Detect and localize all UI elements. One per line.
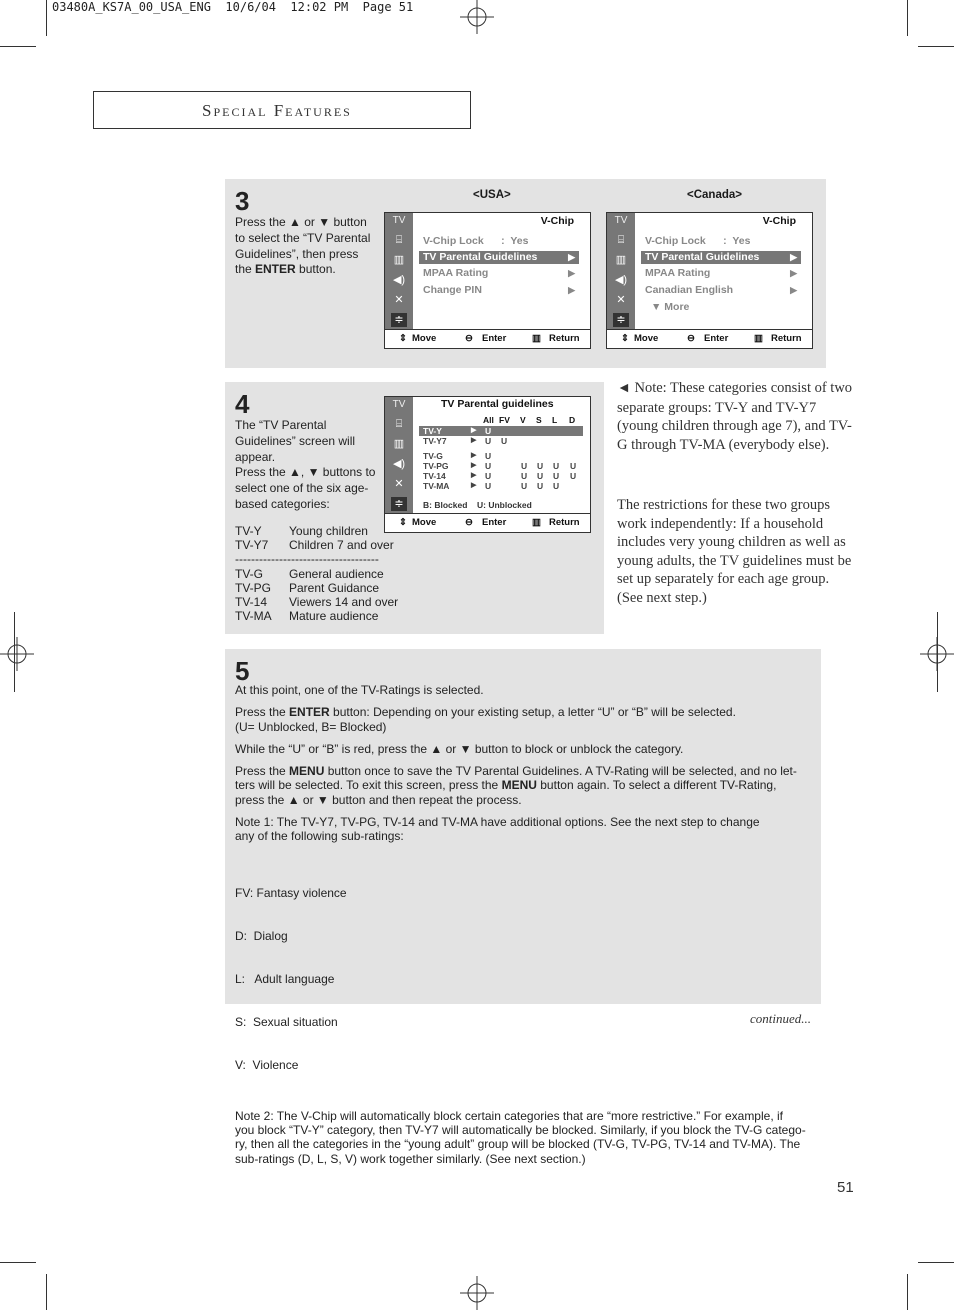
return-icon: ▥ bbox=[754, 333, 763, 344]
crop-mark bbox=[0, 1262, 36, 1263]
rating-name: TV-Y7 bbox=[423, 436, 447, 446]
setup-icon: ≑ bbox=[391, 497, 407, 511]
rating-cell[interactable]: U bbox=[521, 461, 528, 471]
rating-name: TV-Y bbox=[423, 426, 442, 436]
rating-cell[interactable]: U bbox=[537, 461, 544, 471]
osd-footer bbox=[607, 329, 812, 348]
legend-unblocked: U: Unblocked bbox=[477, 500, 532, 510]
osd-title: V-Chip bbox=[762, 215, 796, 227]
arrow-right-icon: ▶ bbox=[568, 285, 575, 295]
rating-cell[interactable]: U bbox=[485, 436, 492, 446]
arrow-right-icon: ▶ bbox=[471, 452, 477, 459]
step5-number: 5 bbox=[235, 656, 250, 686]
rating-item: TV-PG Parent Guidance bbox=[235, 580, 380, 595]
step4-number: 4 bbox=[235, 389, 250, 419]
rating-cell[interactable]: U bbox=[521, 471, 528, 481]
step5-body: At this point, one of the TV-Ratings is selected. Press the ENTER button: Depending on your existing setup, a letter “U” or “B” will be selected. (U= Unblocked, B= Blocked) While the “U” or “B” is red, press the ▲ or ▼ button to block or unblock the category. Press the MENU button once to save the TV Parental Guidelines. A TV-Rating will be selected, and no let- ters will be selected. To exit this screen, press the MENU button again. To select a different TV-Rating, press the ▲ or ▼ button and then repeat the process. Note 1: The TV-Y7, TV-PG, TV-14 and TV-MA have additional options. See the next step to change any of the following sub-ratings: FV: Fantasy violence D: Dialog L: Adult language S: Sexual situation V: Violence Note 2: The V-Chip will automatically block certain categories that are “more restrictive.” For example, if you block “TV-Y” category, then TV-Y7 will automatically be blocked. Similarly, if you block the TV-G catego- ry, then all the categories in the “young adult” group will be blocked (TV-G, TV-PG, TV-14 and TV-MA). The sub-ratings (D, L, S, V) work together similarly. (See next section.) bbox=[235, 683, 815, 1166]
rating-name: TV-G bbox=[423, 451, 443, 461]
continued-note: continued... bbox=[750, 1011, 812, 1026]
return-icon: ▥ bbox=[532, 333, 541, 344]
rating-cell[interactable]: U bbox=[553, 461, 560, 471]
change-pin-row[interactable]: Change PIN ▶ bbox=[423, 284, 575, 296]
section-title: Special Features bbox=[202, 101, 352, 120]
registration-mark-icon bbox=[460, 1276, 494, 1310]
rating-cell[interactable]: U bbox=[485, 461, 492, 471]
channel-icon: ✕ bbox=[394, 294, 404, 306]
subrating-list: FV: Fantasy violence D: Dialog L: Adult language S: Sexual situation V: Violence bbox=[235, 886, 347, 1072]
mpaa-rating-row[interactable]: MPAA Rating ▶ bbox=[645, 267, 797, 279]
osd-footer bbox=[385, 329, 590, 348]
sound-icon: ◀) bbox=[392, 274, 406, 286]
step3-instructions: Press the ▲ or ▼ button to select the “TV Parental Guidelines”, then press the ENTER button. bbox=[235, 215, 371, 277]
rating-item: TV-MA Mature audience bbox=[235, 609, 379, 624]
enter-label: Enter bbox=[704, 333, 729, 344]
side-note-2: The restrictions for these two groups work independently: If a household includes very young children as well as young adults, the TV guidelines must be set up separately for each age group. (See next step.) bbox=[617, 497, 852, 606]
vchip-lock-row[interactable]: V-Chip Lock : Yes bbox=[423, 235, 529, 247]
tv-label: TV bbox=[614, 215, 628, 226]
page-number: 51 bbox=[837, 1179, 854, 1196]
input-icon: ⌸ bbox=[395, 418, 403, 430]
rating-cell[interactable]: U bbox=[501, 436, 508, 446]
crop-mark bbox=[46, 0, 47, 36]
picture-icon: ▥ bbox=[615, 254, 627, 266]
step3-number: 3 bbox=[235, 186, 250, 216]
canada-label: <Canada> bbox=[687, 189, 742, 201]
input-icon: ⌸ bbox=[395, 234, 403, 246]
rating-cell[interactable]: U bbox=[537, 471, 544, 481]
crop-mark bbox=[918, 46, 954, 47]
tv-parental-guidelines-row[interactable]: TV Parental Guidelines ▶ bbox=[419, 251, 579, 264]
enter-label: Enter bbox=[482, 517, 507, 528]
rating-item: TV-Y Young children bbox=[235, 524, 368, 538]
arrow-right-icon: ▶ bbox=[471, 427, 477, 434]
osd-footer bbox=[385, 513, 590, 532]
registration-mark-icon bbox=[0, 637, 34, 671]
rating-cell[interactable]: U bbox=[570, 461, 577, 471]
enter-label: Enter bbox=[482, 333, 507, 344]
canadian-english-row[interactable]: Canadian English ▶ bbox=[645, 284, 797, 296]
rating-cell[interactable]: U bbox=[537, 481, 544, 491]
crop-mark bbox=[907, 0, 908, 36]
pointer-arrow-icon: ◄ bbox=[617, 381, 631, 396]
rating-name: TV-PG bbox=[423, 461, 449, 471]
sound-icon: ◀) bbox=[614, 274, 628, 286]
rating-cell[interactable]: U bbox=[521, 481, 528, 491]
osd-sidebar bbox=[607, 213, 635, 330]
sound-icon: ◀) bbox=[392, 458, 406, 470]
osd-title: TV Parental guidelines bbox=[441, 398, 554, 410]
tv-parental-guidelines-row[interactable]: TV Parental Guidelines ▶ bbox=[641, 251, 801, 264]
input-icon: ⌸ bbox=[617, 234, 625, 246]
crop-mark bbox=[918, 1262, 954, 1263]
rating-cell[interactable]: U bbox=[553, 471, 560, 481]
arrow-right-icon: ▶ bbox=[471, 437, 477, 444]
rating-cell[interactable]: U bbox=[570, 471, 577, 481]
mpaa-rating-row[interactable]: MPAA Rating ▶ bbox=[423, 267, 575, 279]
step4-intro: The “TV Parental Guidelines” screen will appear. Press the ▲, ▼ buttons to select one of the six age- based categories: bbox=[235, 418, 376, 511]
vchip-lock-row[interactable]: V-Chip Lock : Yes bbox=[645, 235, 751, 247]
rating-cell[interactable]: U bbox=[485, 451, 492, 461]
enter-icon: ⊖ bbox=[465, 333, 473, 344]
rating-cell[interactable]: U bbox=[485, 426, 492, 436]
more-row[interactable]: ▼ More bbox=[651, 301, 690, 313]
tv-label: TV bbox=[392, 215, 406, 226]
arrow-right-icon: ▶ bbox=[471, 482, 477, 489]
move-icon: ⇕ bbox=[399, 517, 407, 528]
rating-cell[interactable]: U bbox=[553, 481, 560, 491]
rating-item: TV-14 Viewers 14 and over bbox=[235, 595, 399, 610]
channel-icon: ✕ bbox=[616, 294, 626, 306]
rating-row-tv-g[interactable] bbox=[419, 451, 583, 461]
enter-icon: ⊖ bbox=[687, 333, 695, 344]
return-label: Return bbox=[549, 333, 580, 344]
rating-name: TV-MA bbox=[423, 481, 450, 491]
canada-vchip-osd bbox=[606, 212, 813, 349]
channel-icon: ✕ bbox=[394, 478, 404, 490]
rating-name: TV-14 bbox=[423, 471, 446, 481]
return-label: Return bbox=[771, 333, 802, 344]
move-label: Move bbox=[412, 517, 437, 528]
picture-icon: ▥ bbox=[393, 254, 405, 266]
crop-mark bbox=[46, 1274, 47, 1310]
arrow-right-icon: ▶ bbox=[790, 252, 797, 262]
rating-item: TV-Y7 Children 7 and over bbox=[235, 538, 394, 553]
print-header: 03480A_KS7A_00_USA_ENG 10/6/04 12:02 PM Page 51 bbox=[52, 0, 414, 14]
rating-cell[interactable]: U bbox=[485, 471, 492, 481]
rating-cell[interactable]: U bbox=[485, 481, 492, 491]
rating-row-tv-pg[interactable] bbox=[419, 461, 583, 471]
return-label: Return bbox=[549, 517, 580, 528]
arrow-right-icon: ▶ bbox=[790, 285, 797, 295]
arrow-right-icon: ▶ bbox=[568, 268, 575, 278]
registration-mark-icon bbox=[460, 0, 494, 34]
move-icon: ⇕ bbox=[399, 333, 407, 344]
rating-row-tv-y7[interactable] bbox=[419, 436, 583, 446]
osd-sidebar bbox=[385, 213, 413, 330]
rating-row-tv-ma[interactable] bbox=[419, 481, 583, 491]
arrow-right-icon: ▶ bbox=[568, 252, 575, 262]
move-icon: ⇕ bbox=[621, 333, 629, 344]
picture-icon: ▥ bbox=[393, 438, 405, 450]
return-icon: ▥ bbox=[532, 517, 541, 528]
rating-row-tv-y[interactable] bbox=[419, 426, 583, 436]
rating-divider: ------------------------------------ bbox=[235, 552, 379, 567]
rating-row-tv-14[interactable] bbox=[419, 471, 583, 481]
registration-mark-icon bbox=[920, 637, 954, 671]
side-note-1: ◄ Note: These categories consist of two separate groups: TV-Y and TV-Y7 (young children through age 7), and TV-G through TV-MA (everybody else). bbox=[617, 380, 853, 453]
rating-list bbox=[235, 524, 405, 623]
crop-mark bbox=[907, 1274, 908, 1310]
osd-sidebar bbox=[385, 397, 413, 514]
usa-vchip-osd bbox=[384, 212, 591, 349]
arrow-right-icon: ▶ bbox=[471, 472, 477, 479]
tv-label: TV bbox=[392, 399, 406, 410]
crop-mark bbox=[0, 46, 36, 47]
enter-icon: ⊖ bbox=[465, 517, 473, 528]
usa-label: <USA> bbox=[473, 189, 511, 201]
osd-title: V-Chip bbox=[540, 215, 574, 227]
legend-blocked: B: Blocked bbox=[423, 500, 468, 510]
arrow-right-icon: ▶ bbox=[471, 462, 477, 469]
parental-guidelines-osd bbox=[384, 396, 591, 533]
move-label: Move bbox=[634, 333, 659, 344]
setup-icon: ≑ bbox=[391, 313, 407, 327]
column-headers: All FV V S L D bbox=[483, 415, 576, 425]
move-label: Move bbox=[412, 333, 437, 344]
setup-icon: ≑ bbox=[613, 313, 629, 327]
arrow-right-icon: ▶ bbox=[790, 268, 797, 278]
section-title-box bbox=[93, 91, 471, 129]
rating-item: TV-G General audience bbox=[235, 566, 384, 581]
